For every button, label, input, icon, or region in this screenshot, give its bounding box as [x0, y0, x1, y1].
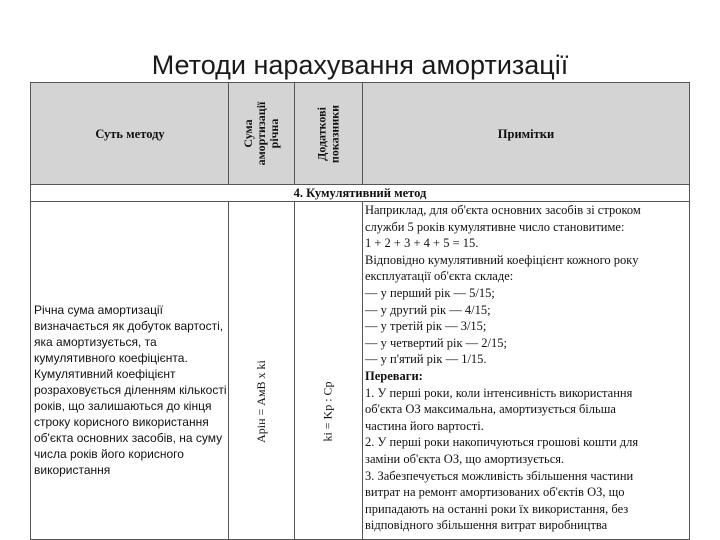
advantages-line: частина його вартості.: [365, 418, 484, 433]
notes-line: — у четвертий рік — 2/15;: [365, 335, 507, 350]
header-notes: Примітки: [497, 127, 555, 141]
section-title: 4. Кумулятивний метод: [31, 184, 689, 202]
advantages-label: Переваги:: [365, 368, 423, 383]
header-additional: Додаткові показники: [314, 104, 342, 163]
notes-line: служби 5 років кумулятивне число становитиме:: [365, 219, 625, 234]
advantages-line: об'єкта ОЗ максимальна, амортизується більша: [365, 402, 616, 417]
notes-line: — у п'ятий рік — 1/15.: [365, 352, 487, 367]
notes-line: — у другий рік — 4/15;: [365, 302, 491, 317]
advantages-line: 2. У перші роки накопичуються грошові кошти для: [365, 435, 639, 450]
essence-text: Річна сума амортизації визначається як добуток вартості, яка амортизується, та кумулятивного коефіцієнта. Кумулятивний коефіцієнт розраховується діленням кількості років, що залишаються до кінця строку корисного використання об'єкта основних засобів, на суму числа років його корисного використання: [34, 303, 227, 477]
notes-line: — у перший рік — 5/15;: [365, 285, 495, 300]
advantages-line: 3. Забезпечується можливість збільшення частини: [365, 468, 634, 483]
notes-line: експлуатації об'єкта складе:: [365, 269, 514, 284]
methods-table: [30, 82, 690, 540]
advantages-line: 1. У перші роки, коли інтенсивність використання: [365, 385, 633, 400]
notes-line: Наприклад, для об'єкта основних засобів зі строком: [365, 203, 641, 217]
advantages-line: заміни об'єкта ОЗ, що амортизується.: [365, 451, 565, 466]
header-additional-cell: [295, 83, 363, 184]
header-notes-cell: [363, 83, 689, 184]
notes-line: 1 + 2 + 3 + 4 + 5 = 15.: [365, 236, 479, 251]
advantages-line: відповідного збільшення витрат виробництва: [365, 518, 608, 533]
header-essence: Суть методу: [95, 127, 165, 141]
advantages-line: витрат на ремонт амортизованих об'єктів ОЗ, що: [365, 485, 625, 500]
notes-line: — у третій рік — 3/15;: [365, 319, 487, 334]
notes-cell: [363, 202, 689, 534]
advantages-line: припадають на останні роки їх використання, без: [365, 501, 629, 516]
header-annual-amount: Сума амортизації річна: [241, 101, 281, 166]
header-essence-cell: [31, 83, 229, 184]
page-title: Методи нарахування амортизації: [151, 50, 569, 80]
formula-coef: kі = Kр : Cр: [320, 381, 335, 442]
formula-annual: Aрін = AмВ x kі: [254, 360, 269, 443]
essence-cell: [31, 202, 229, 540]
header-annual-cell: [229, 83, 295, 184]
formula-coef-cell: [295, 202, 363, 540]
formula-annual-cell: [229, 202, 295, 540]
notes-line: Відповідно кумулятивний коефіцієнт кожного року: [365, 252, 639, 267]
